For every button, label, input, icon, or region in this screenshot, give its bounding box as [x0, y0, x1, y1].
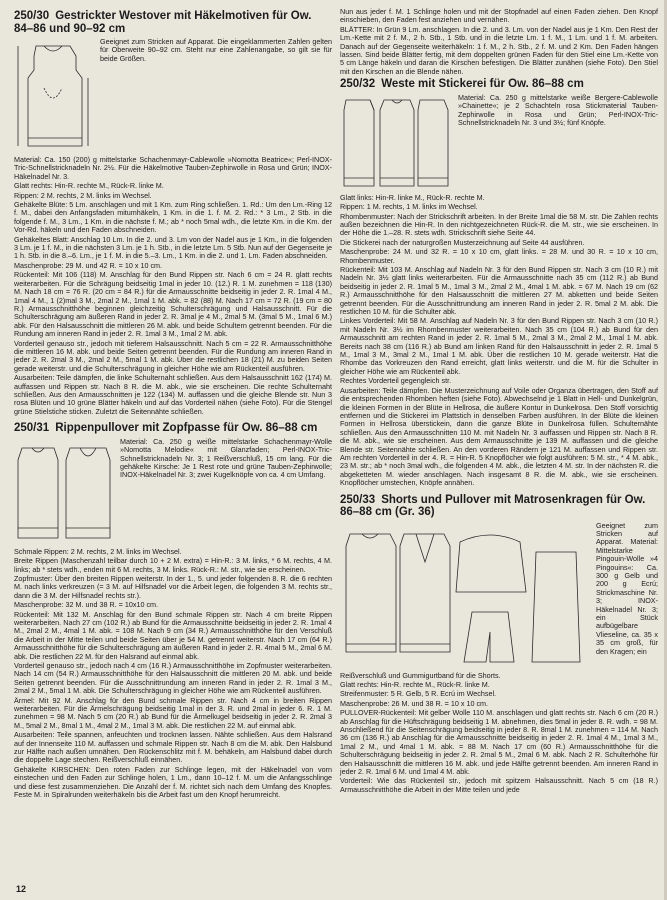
paragraph: Maschenprobe: 29 M. und 42 R. = 10 x 10 cm.: [14, 260, 163, 270]
paragraph: Rippen: 2 M. rechts, 2 M. links im Wechsel.: [14, 190, 152, 200]
section-heading: [340, 78, 658, 91]
section-intro: [340, 94, 658, 194]
section-title: Gestrickter Westover mit Häkelmotiven für Ow. 84–86 und 90–92 cm: [14, 10, 312, 35]
vest-pattern-diagram: [340, 94, 452, 194]
paragraph: BLÄTTER: In Grün 9 Lm. anschlagen. In die 2. und 3. Lm. von der Nadel aus je 1 Km. Den Rest der Lm.-Kette mit 2 f. M., 2 h. Stb., 1 Stb. und in die letzte Lm. 1 f. M., 1 Lm. und 1 f. M. arbeiten. Danach auf der Gegenseite weiterhäkeln: 1 f. M., 2 h. Stb., 2 f. M. und 2 Km. Den Faden hängen lassen. Sind beide Blätter fertig, mit dem doppelten grünen Faden für den Stiel eine Lm.-Kette von 5 cm Länge häkeln und daran die Kirschen befestigen. Die Blätter zunähen (siehe Foto). Den Stiel mit den Kirschen an die Blende nähen.: [340, 24, 658, 76]
section-intro: [14, 438, 332, 548]
paragraph: Rückenteil: Mit 132 M. Anschlag für den Bund schmale Rippen str. Nach 4 cm breite Rippen weiterarbeiten. Nach 27 cm (102 R.) ab Bund für die Armausschnitte beidseitig in jeder 2. R. 1mal 4 M., 2mal 2 M., 4mal 1 M. abk. = 108 M. Nach 9 cm (34 R.) Armausschnitthöhe für den Verschluß die Arbeit in der Mitte teilen und beide Seiten über je 54 M. getrennt weiterstr. Nach 17 cm (64 R.) Armausschnitthöhe für die Schulterschrägung am äußeren Rand in jeder 2. R. 4mal 5 M., 2mal 6 M. abk. Die restlichen 22 M. für den Halsrand auf einmal abk.: [14, 609, 332, 661]
section-heading: [14, 422, 332, 435]
paragraph: Maschenprobe: 26 M. und 38 R. = 10 x 10 cm.: [340, 698, 489, 708]
section-code: 250/31: [14, 422, 50, 435]
paragraph: Vorderteil genauso str., jedoch mit tieferem Halsausschnitt. Nach 5 cm = 22 R. Armausschnitthöhe die mittleren 16 M. abk. und beide Seiten getrennt beenden. Für die Rundung am inneren Rand in jeder 2. R. 2mal 3 M., 2mal 2 M., 5mal 1 M. abk. Über die restlichen 18 (21) M. zu beiden Seiten gerade weiterstr. und die Schulterschrägung in gleicher Höhe wie am Rückenteil ausführen.: [14, 338, 332, 373]
paragraph: Schmale Rippen: 2 M. rechts, 2 M. links im Wechsel.: [14, 546, 182, 556]
paragraph: Material: Ca. 150 (200) g mittelstarke Schachenmayr-Cablewolle »Nomotta Beatrice«; Perl-INOX-Tric-Schnellstricknadeln Nr. 2½. Für die Häkelmotive Tauben-Zephirwolle in Rosa und Grün; INOX-Häkelnadel Nr. 3.: [14, 155, 332, 181]
paragraph: Maschenprobe: 24 M. und 32 R. = 10 x 10 cm, glatt links. = 28 M. und 30 R. = 10 x 10 cm, Rhombenmuster.: [340, 247, 658, 265]
section-intro-text: Geeignet zum Stricken auf Apparat. Material: Mittelstarke Pingouin-Wolle »4 Pingouins«: Ca. 300 g Gelb und 200 g Ecrú; Strickmaschine Nr. 3; INOX-Häkelnadel Nr. 3; ein Stück aufbügelbare Vlieseline, ca. 35 x 35 cm groß, für den Kragen; ein: [596, 520, 658, 656]
right-column: [340, 8, 658, 800]
section-code: 250/30: [14, 10, 50, 22]
section-body: [14, 156, 332, 416]
section-250-31: [14, 422, 332, 799]
section-heading: [14, 10, 332, 35]
section-title: Rippenpullover mit Zopfpasse für Ow. 86–88 cm: [55, 422, 318, 435]
westover-pattern-diagram: [14, 38, 94, 156]
section-body: [340, 194, 658, 488]
section-title: Weste mit Stickerei für Ow. 86–88 cm: [381, 78, 584, 91]
section-code: 250/33: [340, 493, 376, 506]
left-column: [14, 8, 332, 805]
paragraph: PULLOVER-Rückenteil: Mit gelber Wolle 110 M. anschlagen und glatt rechts str. Nach 6 cm (20 R.) ab Anschlag für die Hüftschrägung beidseitig 1 M. abnehmen, dies 5mal in jeder 8. R. wdh. = 98 M. Anschließend für die Seitenschrägung beidseitig in jeder 8. R. 8mal 1 M. zunehmen = 114 M. Nach 36 cm (136 R.) ab Anschlag für die Armausschnitte beidseitig in jeder 2. R. 1mal 4 M., 1mal 3 M., 1mal 2 M., und 4mal 1 M. abk. = 88 M. Nach 17 cm (60 R.) Armausschnitthöhe für die Schulterschrägung beidseitig in jeder 2. R. 2mal 5 M., 2mal 6 M. abk. Nach 2 R. Schulterhöhe für den Halsausschnitt die mittleren 16 M. abk. und jede Hälfte getrennt beenden. Am inneren Rand in jeder 2. R. 1mal 6 M. und 1mal 4 M. abk.: [340, 708, 658, 777]
paragraph: Reißverschluß und Gummigurtband für die Shorts.: [340, 670, 501, 680]
section-intro: [14, 38, 332, 156]
paragraph: Streifenmuster: 5 R. Gelb, 5 R. Ecrú im Wechsel.: [340, 689, 497, 699]
paragraph: Rhombenmuster: Nach der Strickschrift arbeiten. In der Breite 1mal die 58 M. str. Die Zahlen rechts außen bezeichnen die Hin-R. In den nichtgezeichneten Rück-R. die M. str., wie sie erscheinen. In der Höhe die 1.–28. R. stets wdh. Strickschrift siehe Seite 44.: [340, 211, 658, 238]
paragraph: Rückenteil: Mit 106 (118) M. Anschlag für den Bund Rippen str. Nach 6 cm = 24 R. glatt rechts weiterarbeiten. Für die Schrägung beidseitig 1mal in jeder 10. (12.) R. 1 M. zunehmen = 118 (130) M. Nach 18 cm = 76 R. (20 cm = 84 R.) für die Armausschnitte beidseitig in jeder 2. R. 1mal 4 M., 1mal 4 M., 1 (2)mal 3 M., 2mal 2 M., 1mal 1 M. abk. = 82 (88) M. Nach 17 cm = 72 R. (19 cm = 80 R.) Armausschnitthöhe beginnen gleichzeitig Schulterschrägung und Halsausschnitt. Für die Schulterschrägung am äußeren Rand in jeder 2. R. 3mal je 4 M., 2mal 5 M. (3mal 5 M., 1mal 6 M.) abk. Für den Halsausschnitt die mittleren 26 M. abk. und beide Schultern getrennt beenden. Für die Rundung am inneren Rand in jeder 2. R. 1mal 3 M., 1mal 2 M. abk.: [14, 270, 332, 339]
paragraph: Rechtes Vorderteil gegengleich str.: [340, 376, 452, 386]
paragraph: Gehäkeltes Blatt: Anschlag 10 Lm. In die 2. und 3. Lm von der Nadel aus je 1 Km., in die folgenden 3 Lm. je 1 f. M., in die nächsten 3 Lm. je 1 h. Stb., in die letzte Lm. 5 Stb. Nun auf der Gegenseite je 1 h. Stb. in die 8.–6. Lm., je 1 f. M. in die 5.–3. Lm., 1 Km. in die 2. und 1. Lm. Faden abschneiden.: [14, 234, 332, 261]
paragraph: Die Stickerei nach der naturgroßen Musterzeichnung auf Seite 44 ausführen.: [340, 237, 585, 247]
paragraph: Linkes Vorderteil: Mit 58 M. Anschlag auf Nadeln Nr. 3 für den Bund Rippen str. Nach 3 cm (10 R.) mit Nadeln Nr. 3½ im Rhombenmuster weiterarbeiten. Nach 35 cm (104 R.) ab Bund für den Armausschnitt am rechten Rand in jeder 2. R. 1mal 5 M., 2mal 3 M., 2mal 2 M., 1mal 1 M. abk. Bereits nach 38 cm (116 R.) ab Bund am linken Rand für den Halsausschnitt in jeder 2. R. 1mal 5 M., 1mal 3 M., 3mal 2 M., 1mal 1 M. abk. Über die restlichen 10 M. gerade weiterstr. Hat die Rhombe das Vorkreuzen den Rand erreicht, glatt links weiterstr. und die M. für die Schulter in gleicher Höhe wie am Rückenteil abk.: [340, 316, 658, 376]
section-heading: [340, 494, 658, 519]
section-intro-text: Material: Ca. 250 g weiße mittelstarke Schachenmayr-Wolle »Nomotta Melodie« mit Glanzfaden; Perl-INOX-Tric-Schnellstricknadeln Nr. 3; 1 Reißverschluß, 15 cm lang. Für die gehäkelte Kirsche: Je 1 Rest rote und grüne Tauben-Zephirwolle; INOX-Häkelnadel Nr. 3; zwei Kugelknöpfe von ca. 4 cm Umfang.: [120, 436, 332, 480]
paragraph: Gehäkelte KIRSCHEN: Den roten Faden zur Schlinge legen, mit der Häkelnadel von vorn einstechen und den Faden zur Schlinge holen, 1 Lm., dann 10–12 f. M. um die Anfangsschlinge und diese fest zusammenziehen. Die Anzahl der f. M. richtet sich nach dem Umfang des Knopfes. Feste M. in Spiralrunden weiterhäkeln bis die Arbeit fast um den Knopf herumreicht.: [14, 764, 332, 800]
paragraph: Vorderteil: Wie das Rückenteil str., jedoch mit spitzem Halsausschnitt. Nach 5 cm (18 R.) Armausschnitthöhe die Arbeit in der Mitte teilen und jede: [340, 776, 658, 794]
paragraph: Rippen: 1 M. rechts, 1 M. links im Wechsel.: [340, 202, 478, 212]
pullover-pattern-diagram: [14, 438, 114, 548]
paragraph: Ausarbeiten: Teile spannen, anfeuchten und trocknen lassen. Nähte schließen. Aus dem Halsrand auf der Innenseite 110 M. auffassen und schmale Rippen str. Nach 8 cm die M. abk. Den Halsbund zur Hälfte nach außen umnähen. Den Rückenschlitz mit f. M. behäkeln, am Halsbund dabei durch die doppelte Lage stechen. Reißverschluß einnähen.: [14, 730, 332, 765]
section-250-33: [340, 494, 658, 795]
continued-text: [340, 8, 658, 76]
section-body: [14, 548, 332, 800]
paragraph: Ärmel: Mit 92 M. Anschlag für den Bund schmale Rippen str. Nach 4 cm in breiten Rippen weiterarbeiten. Für die Ärmelschrägung beidseitig 1mal in der 3. R. und 2mal in jeder 6. R. 1 M. zunehmen = 98 M. Nach 5 cm (20 R.) ab Bund für die Ärmelkugel beidseitig in jeder 2. R. 2mal 3 M., 5mal 2 M., 8mal 1 M., 4mal 2 M., 1mal 3 M. abk. Die restlichen 22 M. auf einmal abk.: [14, 695, 332, 730]
section-intro-text: Geeignet zum Stricken auf Apparat. Die eingeklammerten Zahlen gelten für Oberweite 90–92 cm. Steht nur eine Zahlenangabe, so gilt sie für beide Größen.: [100, 37, 332, 63]
paragraph: Maschenprobe: 32 M. und 38 R. = 10x10 cm.: [14, 600, 159, 610]
section-intro: [340, 522, 658, 672]
paragraph: Zopfmuster: Über den breiten Rippen weiterstr. In der 1., 5. und jeder folgenden 8. R. die 6 rechten M. nach links verkreuzen (= 3 M. auf Hilfsnadel vor die Arbeit legen, die folgenden 3 M. rechts str., dann die 3 M. der Hilfsnadel rechts str.).: [14, 573, 332, 600]
paragraph: Ausarbeiten: Teile dämpfen. Die Musterzeichnung auf Voile oder Organza übertragen, den Stoff auf die entsprechenden Rhomben heften (siehe Foto). Abwechselnd je 1 Blatt in Hell- und Dunkelgrün, die kleinen Formen in der Blüte in Hellrosa, die äußere Kontur in Dunkelrosa. Den Stoff vorsichtig entfernen und die Stickerei im Plattstich in denselben Farben ausführen. In der Blüte die kleinen Formen in Hellrosa überstickein, dann die ganze Blüte in Dunkelrosa füllen. Schulternähte schließen. Aus den Armausschnitten 110 M. mit Nadeln Nr. 3 auffassen und Rippen str. Nach 8 R. die M. abk., wie sie erscheinen. Aus dem Armausschnitte je 139 M. auffassen und die gleiche Blende str. Seitennähte schließen. An den vorderen Rändern je 121 M. auffassen und Rippen str. Am rechten Vorderteil in der 4. R. = Hin-R. 5 Knopflöcher wie folgt ausführen: 5 M. str., * 4 M. abk., 23 M. str.; ab * noch 3mal wdh., die folgenden 4 M. abk., die letzten 4 M. str. In der nächsten R. die abgeketteten M. wieder anschlagen. Nach insgesamt 8 R. die M. abk., wie sie erscheinen. Knopflöcher umstechen, Knöpfe annähen.: [340, 385, 658, 488]
section-intro-text: Material: Ca. 250 g mittelstarke weiße Bergere-Cablewolle »Chainette«; je 2 Schachteln rosa Stickmaterial Tauben-Zephirwolle in Rosa und Grün; Perl-INOX-Tric-Schnellstricknadeln Nr. 3 und 3½; fünf Knöpfe.: [458, 92, 658, 127]
paragraph: Nun aus jeder f. M. 1 Schlinge holen und mit der Stopfnadel auf einen Faden ziehen. Den Knopf einschieben, den Faden fest anziehen und vernähen.: [340, 7, 658, 25]
paragraph: Rückenteil: Mit 103 M. Anschlag auf Nadeln Nr. 3 für den Bund Rippen str. Nach 3 cm (10 R.) mit Nadeln Nr. 3½ glatt links weiterarbeiten. Für die Armausschnitte nach 35 cm (112 R.) ab Bund beidseitig in jeder 2. R. 1mal 5 M., 1mal 3 M., 2mal 2 M., 4mal 1 M. abk. = 67 M. Nach 19 cm (62 R.) Armausschnitthöhe für den Halsausschnitt die mittleren 27 M. abketten und beide Seiten getrennt beenden. Für die Ausschnittrundung am inneren Rand in jeder 2. R. 5mal 2 M. abk. Die restlichen 10 M. für die Schulter abk.: [340, 265, 658, 317]
page-number: 12: [16, 884, 27, 894]
paragraph: Gehäkelte Blüte: 5 Lm. anschlagen und mit 1 Km. zum Ring schließen. 1. Rd.: Um den Lm.-Ring 12 f. M., dabei den Anfangsfaden mitumhäkeln, 1 Km. in die 1. f. M. 2. Rd.: * 3 Lm., 2 Stb. in die folgende f. M., 3 Lm., 1 Km. in die nächste f. M.; ab * noch 5mal wdh., die letzte Km. in die Km. der Vor-Rd. häkeln und den Faden abschneiden.: [14, 200, 332, 235]
paragraph: Glatt links: Hin-R. linke M., Rück-R. rechte M.: [340, 192, 485, 202]
section-body: [340, 672, 658, 795]
shorts-pullover-pattern-diagram: [340, 522, 590, 672]
paragraph: Vorderteil genauso str., jedoch nach 4 cm (16 R.) Armausschnitthöhe im Zopfmuster weiterarbeiten. Nach 14 cm (54 R.) Armausschnitthöhe für den Halsausschnitt die mittleren 20 M. abk. und beide Seiten getrennt beenden. Für die Ausschnittrundung am inneren Rand in jeder 2. R. 1mal 3 M., 2mal 2 M., 5mal 1 M. abk. Die Schulterschrägung in gleicher Höhe wie am Rückenteil ausführen.: [14, 660, 332, 696]
section-250-32: [340, 78, 658, 487]
section-250-30: [14, 10, 332, 416]
paragraph: Ausarbeiten: Teile dämpfen, die linke Schulternaht schließen. Aus dem Halsausschnitt 162 (174) M. auffassen und Rippen str. Nach 8 R. die M. abk., wie sie erscheinen. Die rechte Schulternaht schließen. Aus den Armausschnitten je 122 (134) M. auffassen und die gleiche Blende str. Nun 3 rosa Blüten und 10 grüne Blätter häkeln und auf das Vorderteil nähen (siehe Foto). Für die Stengel grüne Stielstiche sticken. Zuletzt die Seitennähte schließen.: [14, 373, 332, 416]
paragraph: Breite Rippen (Maschenzahl teilbar durch 10 + 2 M. extra) = Hin-R.: 3 M. links, * 6 M. rechts, 4 M. links; ab * stets wdh., enden mit 6 M. rechts, 3 M. links. Rück-R.: M. str., wie sie erscheinen.: [14, 556, 332, 574]
section-title: Shorts und Pullover mit Matrosenkragen für Ow. 86–88 cm (Gr. 36): [340, 493, 646, 519]
paragraph: Glatt rechts: Hin-R. rechte M., Rück-R. linke M.: [340, 679, 490, 689]
section-code: 250/32: [340, 78, 376, 91]
paragraph: Glatt rechts: Hin-R. rechte M., Rück-R. linke M.: [14, 181, 164, 191]
